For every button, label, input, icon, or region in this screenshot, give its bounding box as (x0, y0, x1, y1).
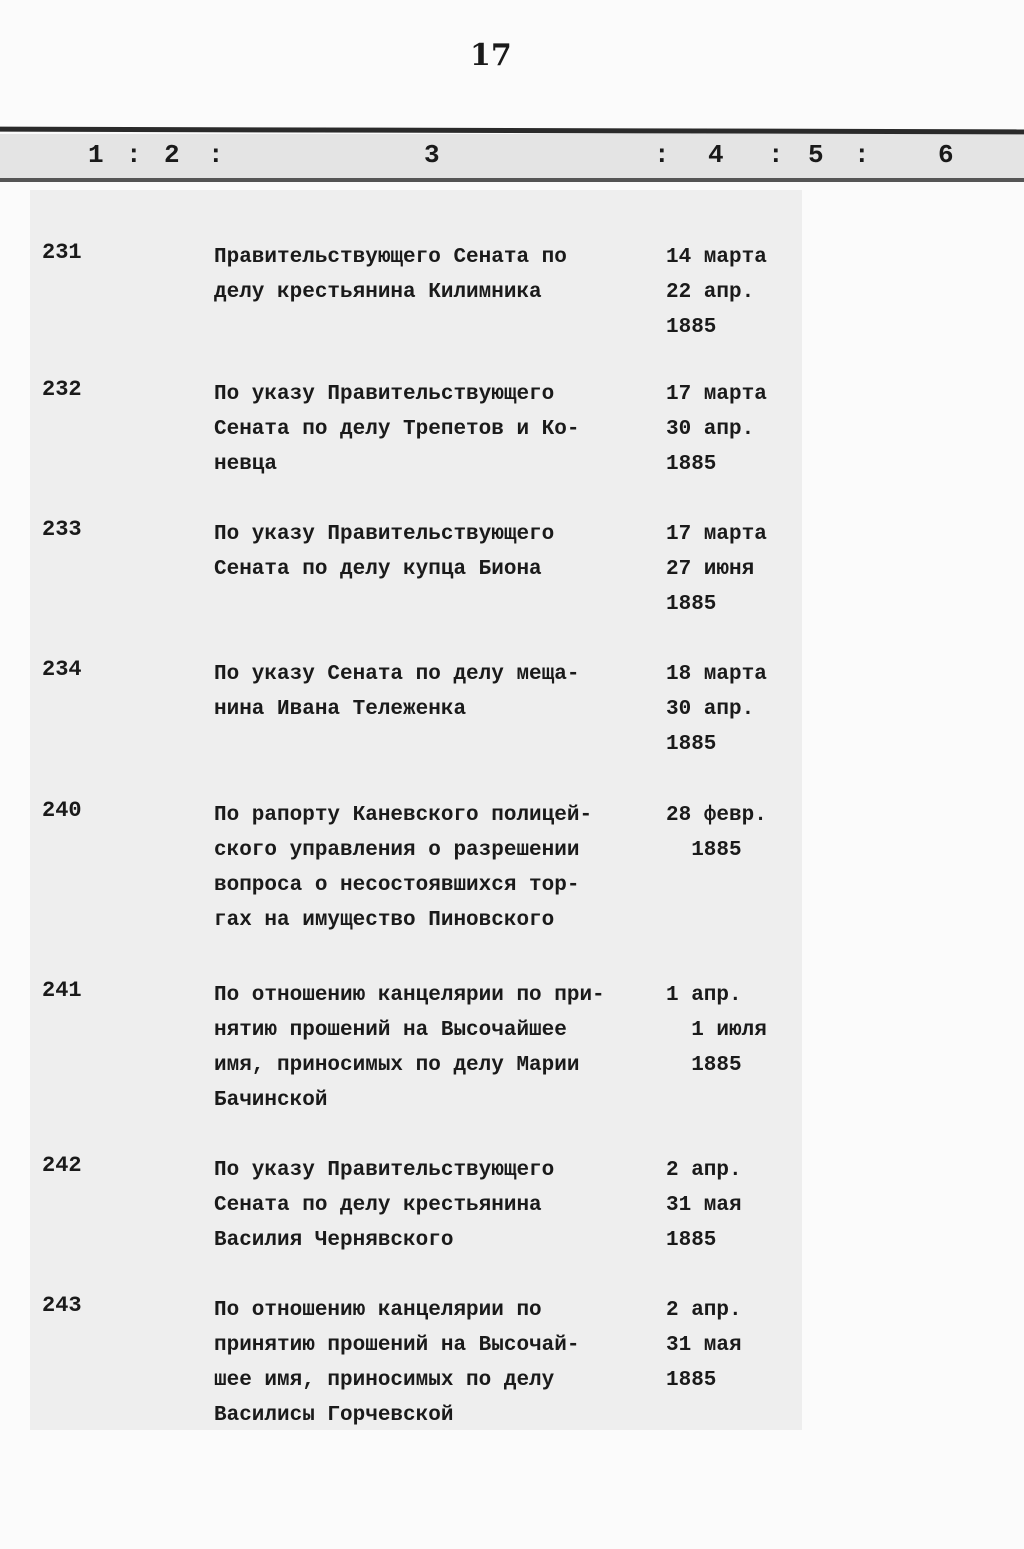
column-header-5: 5 (808, 140, 824, 170)
description-line: По указу Правительствующего (214, 523, 555, 546)
date-line: 14 марта (666, 246, 767, 269)
column-separator: : (768, 140, 784, 170)
description-line: гах на имущество Пиновского (214, 909, 555, 932)
description-line: По отношению канцелярии по при- (214, 984, 605, 1007)
date-line: 1885 (666, 1369, 717, 1392)
entry-description (214, 1153, 654, 1258)
column-separator: : (208, 140, 224, 170)
entry-description (214, 657, 654, 727)
description-line: нятию прошений на Высочайшее (214, 1019, 567, 1042)
entry-number: 231 (42, 240, 82, 265)
entry-dates (666, 240, 796, 345)
date-line: 1 апр. (666, 984, 742, 1007)
column-header-1: 1 (88, 140, 104, 170)
description-line: Василисы Горчевской (214, 1404, 454, 1427)
entry-dates (666, 377, 796, 482)
description-line: ского управления о разрешении (214, 839, 580, 862)
date-line: 27 июня (666, 558, 755, 581)
description-line: По указу Правительствующего (214, 383, 555, 406)
description-line: нина Ивана Тележенка (214, 698, 467, 721)
date-line: 1885 (666, 733, 717, 756)
description-line: По рапорту Каневского полицей- (214, 804, 593, 827)
date-line: 2 апр. (666, 1159, 742, 1182)
description-line: Правительствующего Сената по (214, 246, 567, 269)
entry-number: 240 (42, 798, 82, 823)
date-line: 2 апр. (666, 1299, 742, 1322)
description-line: Василия Чернявского (214, 1229, 454, 1252)
description-line: По отношению канцелярии по (214, 1299, 542, 1322)
entry-number: 232 (42, 377, 82, 402)
date-line: 1 июля (666, 1019, 767, 1042)
description-line: шее имя, приносимых по делу (214, 1369, 555, 1392)
column-separator: : (854, 140, 870, 170)
date-line: 18 марта (666, 663, 767, 686)
column-header-3: 3 (424, 140, 440, 170)
date-line: 1885 (666, 1229, 717, 1252)
date-line: 1885 (666, 316, 717, 339)
entry-number: 233 (42, 517, 82, 542)
description-line: Сената по делу крестьянина (214, 1194, 542, 1217)
entry-dates (666, 1293, 796, 1398)
date-line: 31 мая (666, 1194, 742, 1217)
entry-description (214, 240, 654, 310)
column-header-4: 4 (708, 140, 724, 170)
entry-number: 243 (42, 1293, 82, 1318)
column-separator: : (126, 140, 142, 170)
date-line: 1885 (666, 453, 717, 476)
date-line: 17 марта (666, 523, 767, 546)
page-number: 17 (470, 38, 512, 73)
description-line: принятию прошений на Высочай- (214, 1334, 580, 1357)
header-bottom-rule (0, 178, 1024, 182)
date-line: 31 мая (666, 1334, 742, 1357)
table-header (0, 134, 1024, 178)
description-line: Сената по делу купца Биона (214, 558, 542, 581)
date-line: 28 февр. (666, 804, 767, 827)
date-line: 22 апр. (666, 281, 755, 304)
entry-description (214, 517, 654, 587)
entry-dates (666, 1153, 796, 1258)
entry-dates (666, 657, 796, 762)
description-line: невца (214, 453, 278, 476)
date-line: 1885 (666, 1054, 742, 1077)
description-line: Бачинской (214, 1089, 328, 1112)
entry-dates (666, 517, 796, 622)
description-line: По указу Правительствующего (214, 1159, 555, 1182)
date-line: 17 марта (666, 383, 767, 406)
description-line: вопроса о несостоявшихся тор- (214, 874, 580, 897)
date-line: 1885 (666, 593, 717, 616)
entry-description (214, 798, 654, 938)
description-line: По указу Сената по делу меща- (214, 663, 580, 686)
entry-description (214, 978, 654, 1118)
description-line: делу крестьянина Килимника (214, 281, 542, 304)
description-line: имя, приносимых по делу Марии (214, 1054, 580, 1077)
entry-dates (666, 978, 796, 1083)
entry-number: 241 (42, 978, 82, 1003)
date-line: 30 апр. (666, 418, 755, 441)
entry-dates (666, 798, 796, 868)
entry-description (214, 377, 654, 482)
entry-number: 234 (42, 657, 82, 682)
column-separator: : (654, 140, 670, 170)
date-line: 30 апр. (666, 698, 755, 721)
column-header-2: 2 (164, 140, 180, 170)
entry-description (214, 1293, 654, 1433)
description-line: Сената по делу Трепетов и Ко- (214, 418, 580, 441)
entry-number: 242 (42, 1153, 82, 1178)
column-header-6: 6 (938, 140, 954, 170)
date-line: 1885 (666, 839, 742, 862)
